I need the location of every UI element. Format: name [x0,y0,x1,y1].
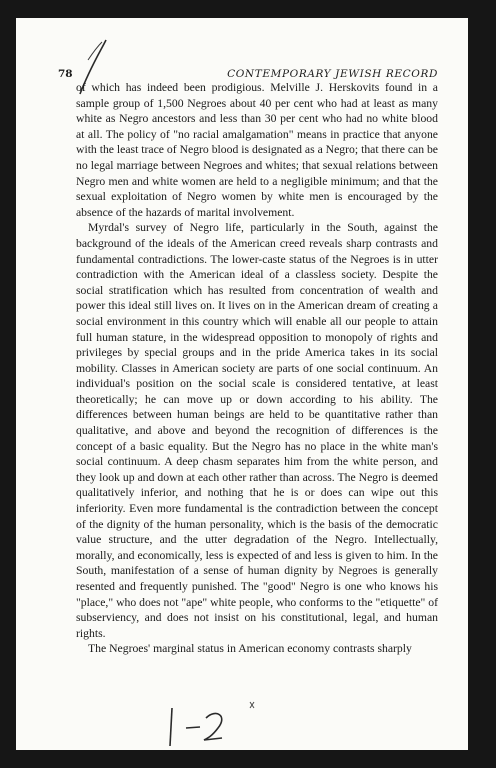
paragraph: of which has indeed been prodigious. Melville J. Herskovits found in a sample group of 1,500 Negroes about 40 per cent who had at least as many white as Negro ancestors and less than 30 per cent who had no white blood at all. The policy of "no racial amalgamation" means in practice that anyone with the least trace of Negro blood is designated as a Negro; that there can be no legal marriage between Negroes and whites; that sexual relations between Negro men and white women are held to a negligible minimum; and that the sexual exploitation of Negro women by white men is encouraged by the absence of the hazards of marital involvement. [76,81,438,219]
handwritten-page-mark [164,694,284,754]
page-number: 78 [58,68,73,80]
running-head: CONTEMPORARY JEWISH RECORD [227,68,438,80]
paragraph: The Negroes' marginal status in American economy contrasts sharply [88,642,412,656]
article-body [76,80,438,657]
paragraph: Myrdal's survey of Negro life, particularly in the South, against the background of the ideals of the American creed reveals sharp contrasts and fundamental contradictions. The lower-caste status of the Negroes is in utter contradiction with the American ideal of a classless society. Despite the social stratification which has resulted from concentration of wealth and power this ideal still lives on. It lives on in the American dream of creating a social environment in this country which will enable all our people to attain full human stature, in the widespread opposition to monopoly of rights and privileges by special groups and in the pride America takes in its social mobility. Classes in American society are parts of one social continuum. An individual's position on the social scale is considered tentative, at least theoretically; he can move up or down according to his ability. The differences between human beings are held to be quantitative rather than qualitative, and above and beyond the recognition of differences is the concept of a basic equality. But the Negro has no place in the white man's social continuum. A deep chasm separates him from the white person, and they look up and down at each other rather than across. The Negro is deemed qualitatively inferior, and nothing that he is or does can wipe out this inferiority. Even more fundamental is the contradiction between the concept of the dignity of the human personality, which is the basis of the democratic value structure, and the utter degradation of the Negro. Intellectually, morally, and economically, less is expected of and less is given to him. In the South, manifestation of a sense of human dignity by Negroes is generally resented and frequently punished. The "good" Negro is one who knows his "place," who does not "ape" white people, who conforms to the "etiquette" of subserviency, and does not insist on his constitutional, legal, and human rights. [76,221,438,640]
